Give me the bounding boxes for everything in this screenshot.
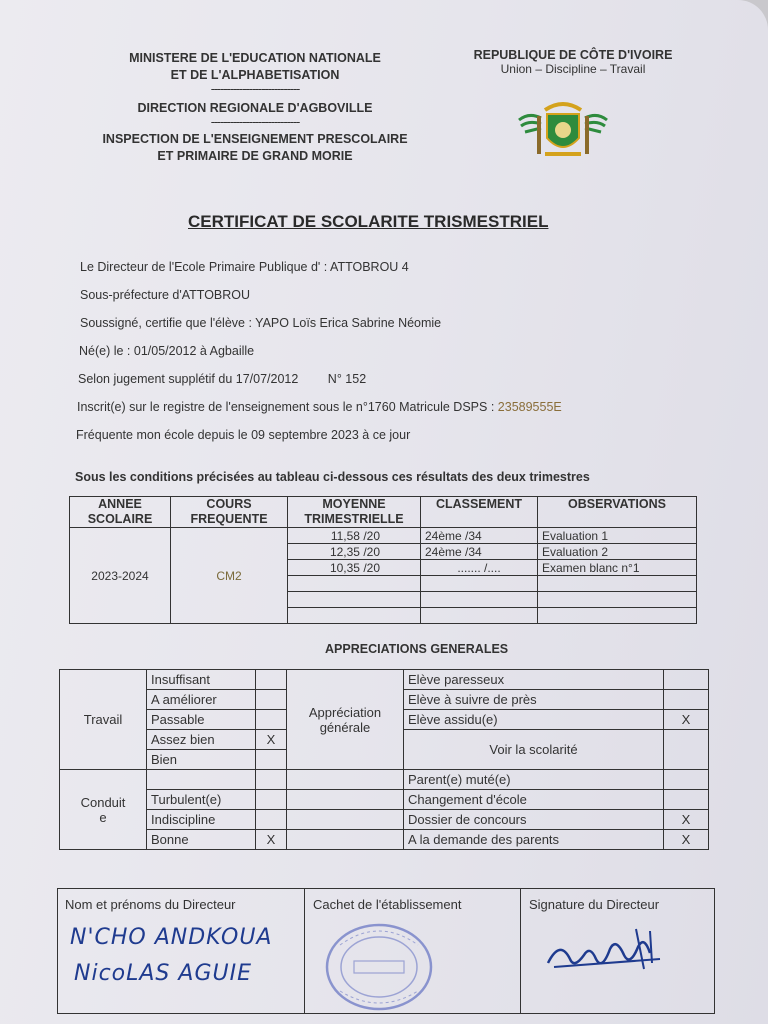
right-mark: X: [664, 810, 709, 830]
signature-header: Signature du Directeur: [529, 897, 660, 912]
travail-item: Bien: [147, 750, 256, 770]
school-year: 2023-2024: [70, 528, 171, 624]
table-row: [60, 810, 709, 830]
ranking-cell: 24ème /34: [421, 528, 538, 544]
document-title: CERTIFICAT DE SCOLARITE TRISMESTRIEL: [188, 212, 549, 231]
director-signature-icon: [540, 919, 670, 983]
conduite-item: [147, 770, 256, 790]
table-row: [60, 830, 709, 850]
travail-item: Assez bien: [147, 730, 256, 750]
judgment-text: Selon jugement supplétif du 17/07/2012: [78, 372, 299, 386]
dsps-matricule: 23589555E: [497, 400, 562, 414]
general-appreciation-label: Appréciation générale: [287, 670, 404, 770]
course-level: CM2: [171, 528, 288, 624]
registration-line: [77, 400, 562, 414]
header-observations: OBSERVATIONS: [538, 497, 697, 528]
travail-mark: [256, 690, 287, 710]
judgment-number: N° 152: [327, 372, 367, 386]
conduite-mark: [256, 810, 287, 830]
right-item: Elève paresseux: [404, 670, 664, 690]
school-stamp-icon: [320, 915, 438, 1011]
signature-column: [520, 889, 714, 1013]
observation-cell: Examen blanc n°1: [538, 560, 697, 576]
average-cell: 11,58 /20: [288, 528, 421, 544]
travail-item: A améliorer: [147, 690, 256, 710]
right-item: Dossier de concours: [404, 810, 664, 830]
right-item: Changement d'école: [404, 790, 664, 810]
stamp-column: [304, 889, 521, 1013]
inspection-name: INSPECTION DE L'ENSEIGNEMENT PRESCOLAIRE: [102, 132, 408, 146]
right-mark: X: [664, 710, 709, 730]
ranking-cell: 24ème /34: [421, 544, 538, 560]
conduite-mark: [256, 770, 287, 790]
header-course: COURS FREQUENTE: [171, 497, 288, 528]
conditions-text: Sous les conditions précisées au tableau ci-dessous ces résultats des deux trimestres: [75, 470, 590, 484]
conduite-item: Bonne: [147, 830, 256, 850]
birth-line: Né(e) le : 01/05/2012 à Agbaille: [79, 344, 255, 358]
travail-label: Travail: [60, 670, 147, 770]
right-mark: [664, 670, 709, 690]
travail-mark: [256, 710, 287, 730]
national-motto: Union – Discipline – Travail: [500, 62, 646, 76]
right-mark: [664, 770, 709, 790]
coat-of-arms-icon: [515, 98, 611, 162]
conduite-mark: [256, 790, 287, 810]
regional-direction: DIRECTION REGIONALE D'AGBOVILLE: [137, 101, 373, 115]
signature-section: [57, 888, 715, 1014]
judgment-line: [78, 372, 366, 386]
conduite-label-2: e: [99, 809, 107, 825]
conduite-mark: X: [256, 830, 287, 850]
conduite-label-1: Conduit: [80, 794, 126, 810]
ministry-name: MINISTERE DE L'EDUCATION NATIONALE: [129, 51, 381, 65]
right-item: Elève à suivre de près: [404, 690, 664, 710]
table-row: [60, 670, 709, 690]
appreciations-table: [59, 669, 709, 850]
attendance-line: Fréquente mon école depuis le 09 septembre 2023 à ce jour: [76, 428, 411, 442]
director-name-column: [58, 889, 305, 1013]
travail-mark: X: [256, 730, 287, 750]
table-row: [70, 528, 697, 544]
director-name-header: Nom et prénoms du Directeur: [65, 897, 236, 912]
header-average: MOYENNE TRIMESTRIELLE: [288, 497, 421, 528]
inspection-name-2: ET PRIMAIRE DE GRAND MORIE: [157, 149, 353, 163]
right-item: A la demande des parents: [404, 830, 664, 850]
header-ranking: CLASSEMENT: [421, 497, 538, 528]
stamp-header: Cachet de l'établissement: [313, 897, 462, 912]
right-item: Elève assidu(e): [404, 710, 664, 730]
right-mark: X: [664, 830, 709, 850]
travail-mark: [256, 750, 287, 770]
average-cell: 10,35 /20: [288, 560, 421, 576]
travail-mark: [256, 670, 287, 690]
results-table: [69, 496, 697, 624]
ministry-name-2: ET DE L'ALPHABETISATION: [170, 68, 340, 82]
appreciations-title: APPRECIATIONS GENERALES: [325, 642, 509, 656]
right-mark: [664, 690, 709, 710]
separator: ----------------------------: [210, 82, 300, 96]
conduite-item: Turbulent(e): [147, 790, 256, 810]
right-item: Parent(e) muté(e): [404, 770, 664, 790]
republic-name: REPUBLIQUE DE CÔTE D'IVOIRE: [473, 48, 673, 62]
travail-item: Passable: [147, 710, 256, 730]
registration-text: Inscrit(e) sur le registre de l'enseignement sous le n°1760 Matricule DSPS :: [77, 400, 495, 414]
conduite-label: [60, 770, 147, 850]
table-row: [60, 770, 709, 790]
table-row: [60, 790, 709, 810]
average-cell: 12,35 /20: [288, 544, 421, 560]
separator-2: ----------------------------: [210, 115, 300, 129]
observation-cell: Evaluation 1: [538, 528, 697, 544]
header-year: ANNEE SCOLAIRE: [70, 497, 171, 528]
ministry-header: [90, 50, 420, 165]
subprefecture-line: Sous-préfecture d'ATTOBROU: [80, 288, 251, 302]
student-line: Soussigné, certifie que l'élève : YAPO Loïs Erica Sabrine Néomie: [80, 316, 442, 330]
school-line: Le Directeur de l'Ecole Primaire Publique d' : ATTOBROU 4: [80, 260, 409, 274]
right-mark: [664, 790, 709, 810]
conduite-item: Indiscipline: [147, 810, 256, 830]
voir-scolarite: Voir la scolarité: [404, 730, 664, 770]
director-name-handwritten-2: NicoLAS AGUIE: [74, 961, 252, 986]
travail-item: Insuffisant: [147, 670, 256, 690]
republic-header: [448, 48, 698, 76]
results-header-row: [70, 497, 697, 528]
director-name-handwritten: N'CHO ANDKOUA: [70, 925, 273, 950]
observation-cell: Evaluation 2: [538, 544, 697, 560]
ranking-cell: ....... /....: [421, 560, 538, 576]
